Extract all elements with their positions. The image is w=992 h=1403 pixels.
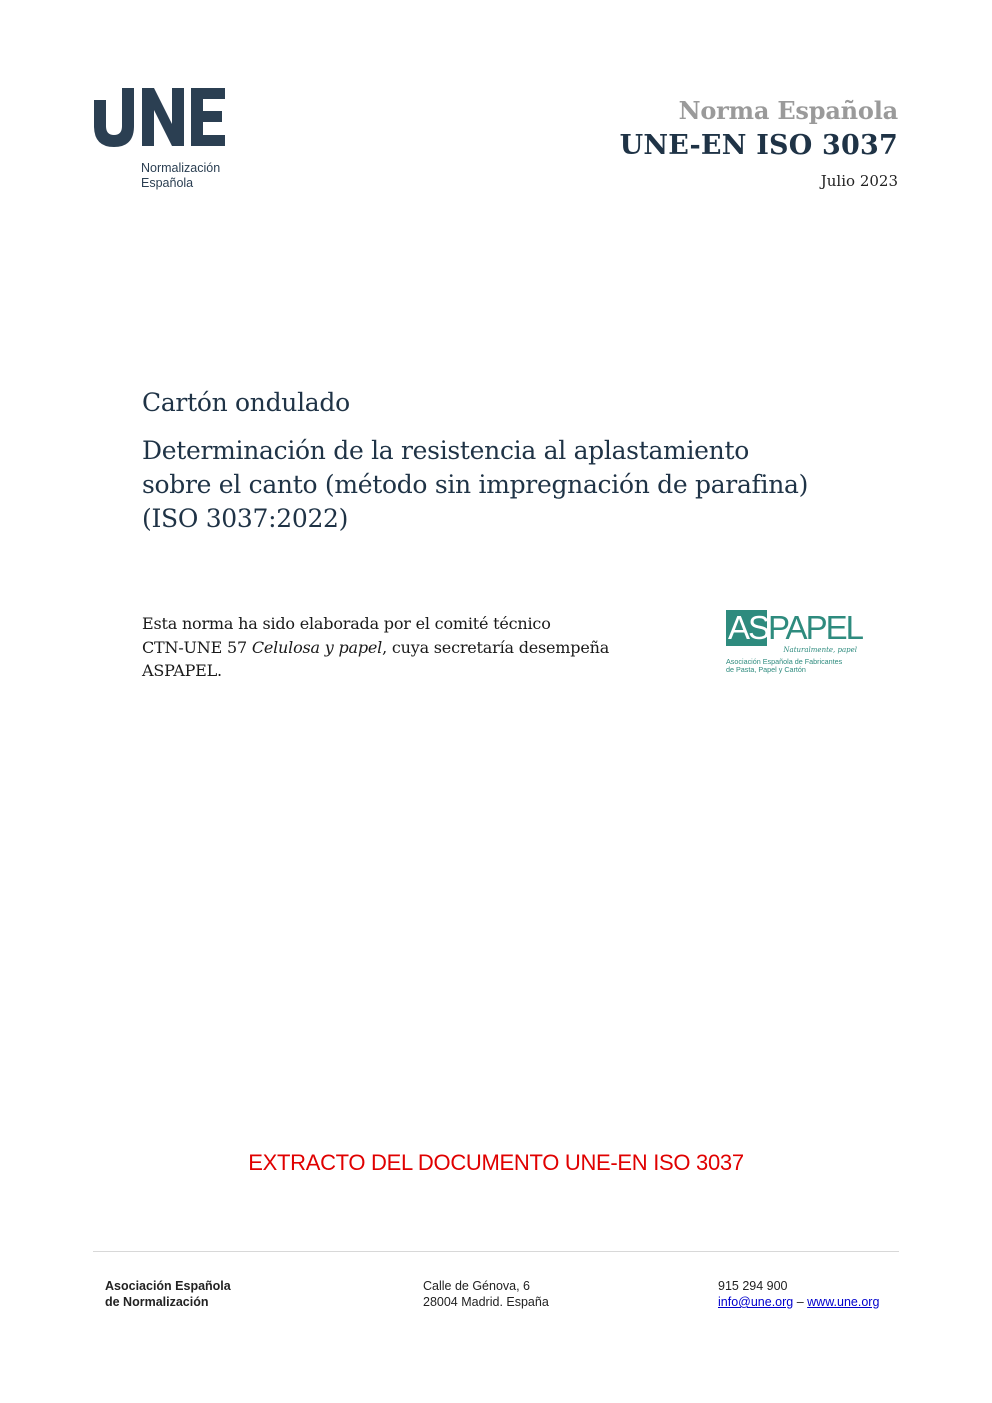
une-logo-mark	[92, 88, 227, 148]
committee-code: CTN-UNE 57	[142, 637, 252, 657]
une-logo-subtitle	[141, 161, 220, 191]
footer-link-separator: –	[793, 1295, 808, 1309]
title-main: Cartón ondulado	[142, 388, 350, 417]
aspapel-logo-papel: PAPEL	[768, 609, 862, 646]
email-link[interactable]: info@une.org	[718, 1295, 794, 1309]
committee-line2-suffix: , cuya secretaría desempeña	[382, 637, 610, 657]
footer-organization	[105, 1278, 231, 1310]
title-subtitle	[142, 434, 862, 536]
title-sub-line1: Determinación de la resistencia al aplastamiento	[142, 436, 749, 465]
une-logo-line1: Normalización	[141, 161, 221, 175]
footer-phone: 915 294 900	[718, 1279, 788, 1293]
publication-date: Julio 2023	[820, 172, 898, 190]
aspapel-logo-as: AS	[728, 609, 769, 646]
footer-org-line1: Asociación Española	[105, 1279, 231, 1293]
footer-addr-line2: 28004 Madrid. España	[423, 1295, 549, 1309]
committee-line1: Esta norma ha sido elaborada por el comité técnico	[142, 614, 551, 633]
footer-links	[718, 1294, 879, 1310]
footer-contact	[718, 1278, 879, 1310]
footer-org-line2: de Normalización	[105, 1295, 209, 1309]
standard-header	[620, 96, 898, 192]
une-logo-line2: Española	[141, 176, 194, 190]
aspapel-logo	[726, 608, 861, 678]
committee-line2	[142, 636, 662, 660]
une-logo	[92, 88, 242, 198]
standard-label: Norma Española	[678, 96, 898, 125]
aspapel-desc-line2: de Pasta, Papel y Cartón	[726, 665, 806, 674]
standard-code: UNE-EN ISO 3037	[619, 130, 898, 161]
title-sub-line3: (ISO 3037:2022)	[142, 504, 349, 533]
extract-notice: EXTRACTO DEL DOCUMENTO UNE-EN ISO 3037	[248, 1150, 744, 1175]
committee-name: Celulosa y papel	[251, 637, 383, 657]
footer-address	[423, 1278, 549, 1310]
document-title	[142, 386, 862, 536]
aspapel-desc-line1: Asociación Española de Fabricantes	[726, 657, 843, 666]
aspapel-logo-description	[726, 658, 842, 674]
footer-divider	[93, 1251, 899, 1252]
title-sub-line2: sobre el canto (método sin impregnación de parafina)	[142, 470, 809, 499]
website-link[interactable]: www.une.org	[807, 1295, 880, 1309]
committee-statement	[142, 612, 662, 683]
aspapel-logo-tagline: Naturalmente, papel	[783, 646, 857, 654]
committee-line3: ASPAPEL.	[142, 661, 222, 680]
footer-addr-line1: Calle de Génova, 6	[423, 1279, 531, 1293]
